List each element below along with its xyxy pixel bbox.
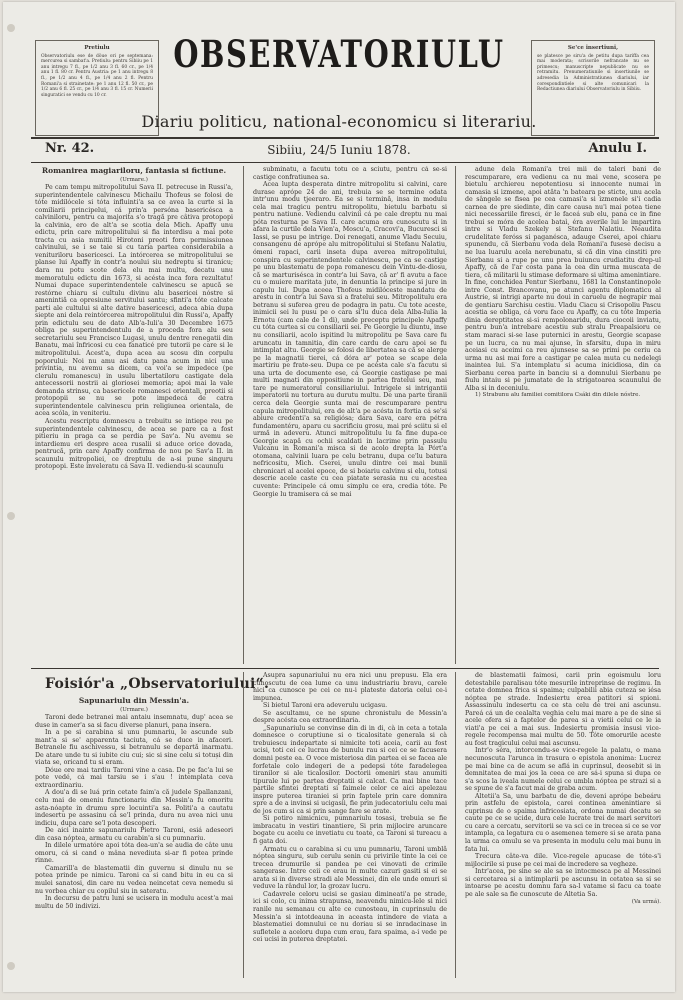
story-paragraph: Cadavrele celoru ucisi se gasiau dimineati'a pe strade, ici si colo, cu inima strapunsa, neavendu nimicu-lele si nici ranile nu semanau cu alte ce cunosteau, in cuprinsulu de Messin'a si intotdeauna in aceasta intindere de viata a blastematiei domnului ce nu doriau si se inradacinase in sufletele a aceloru dupa cum erau, fara spaima, a-i vede pe cei ucisi in puterea dreptatei. — [253, 890, 447, 944]
newspaper-title: OBSERVATORIULU — [173, 32, 505, 76]
binding-hole — [7, 24, 15, 32]
binding-hole — [7, 962, 15, 970]
year-label: Anulu I. — [588, 141, 647, 156]
subscription-box-heading: Pretiulu — [84, 45, 110, 51]
article-column-1 — [35, 166, 233, 666]
story-subtitle: (Urmare.) — [120, 707, 148, 713]
article-column-2 — [253, 166, 447, 666]
article-subtitle: (Urmare.) — [120, 177, 148, 183]
story-paragraph: Camarill'a de blastematii din guvernu si dinulu nu se potea prinde pe nimicu. Taroni ca si cand bitu in eu ca si mulei sanatosi, din care nu vedea neincetat ceva nemedu si nu vorbea chiar cu copilul siu in sateratu. — [35, 864, 233, 895]
feuilleton-column-2 — [253, 672, 447, 978]
newspaper-page — [3, 2, 675, 992]
insertions-box-text: se platesce pe siru'a de petitu dupa tariffa cea mai moderata; scrisorile nefrancate nu se primescu; manuscripte nepublicate nu se retramitu. Prenumeratiunile si insertiunile se adresedia la Administratiunea diariului, iar corespondintiele si alte comunicari la Redactiunea diariului Observatoriulu in Sibiiu. — [537, 53, 649, 93]
article-paragraph: subminatu, a facutu totu ce a sciutu, pentru cá se-si castige confratiunea sa. — [253, 166, 447, 181]
article-title: Romanirea magiariloru, fantasia si fictiune. — [41, 166, 227, 175]
masthead — [3, 32, 675, 76]
column-divider — [455, 672, 456, 978]
newspaper-subtitle: Diariu politicu, national-economicu si literariu. — [141, 112, 537, 131]
feuilleton-column-3 — [465, 672, 661, 978]
feuilleton-rule — [31, 668, 659, 669]
story-paragraph: A dou'a di se luá prin cetate faim'a că judele Spallanzani, celu mai de omeniu functionariu din Messin'a fu omoritu asta-nóapte in drumu spre locuinti'a sa. Politi'a a cautatu indesertu pe assasinu cá se'l prinda, dura nu avea nici unu indiciu, dupa care se'l pota descoperi. — [35, 789, 233, 827]
story-paragraph: „Sapunariulu se convinse din di in di, cà in ceta a totala domnesce o coruptiune si o ticalositate generala si cà trebuiescu indepartate si nimicite toti aceia, carii au fost ucisi, toti cei ce lucrau de bunulu rau si cei ce se facusera domni peste ea. O voce misteriosa din partea ei se facea ale forfetale colo indegeri de a pedepsi tóte faradelegea tiranilor si ale ticalosilor. Doctorii omeniri stau anumiti tipurale lui pe partea dreptatii si calcat. Ca mai bine tace partile sfintei dreptati si faimele celor ce aici apelezau inspre puterea tiraniei si prin faptele prin care domnira spre a de a invinsi si ucigasii, fie prin judecatoriulu celu mai de jos cum si ca si prin sange fare se arate. — [253, 724, 447, 815]
feuilleton-title: Foisiór'a „Observatoriului“. — [45, 676, 270, 692]
story-paragraph: Trecura câte-va dile. Vice-regele apucase de tóte-s'i mijlocirile si puse pe cei mai de incredere sa vegheze. — [465, 853, 661, 868]
story-paragraph: Asupra sapunariului nu era nici unu prepusu. Ela era cunoscutu de cea lume ca unu industriariu bravu, carele nici ca cunosce pe cei ce nu-i plateste datoria celui ce-i impunea. — [253, 672, 447, 702]
story-paragraph: Intr'acea, pe sine se ale sa se intocmesca pe al Messinei si cercetarea si a intimplarii pe ascunsu in cetatea sa si se intoarse pe acestu domnu fara sa-l vatame si facu ca toate pe ale sale sa fie cunoscute de Altetia Sa. — [465, 868, 661, 898]
story-paragraph: Intr'o séra, intorcendu-se vice-regele la palatu, o mana necunoscuta l'arunca in trasura o epistola anonima: Lucrez pe mai bine ca de acum se aflá in cuprinsul, deosebit si in demnitatea de mai jos la ceea ce are sá-i spuna si dupa ce s'a scos la iveala numele celui ce umbla nóptea pe strazi si a se spune de s'a facut mai de graba acum. — [465, 747, 661, 793]
feuilleton-column-1 — [35, 696, 233, 978]
article-column-3 — [465, 166, 661, 666]
story-title: Sapunariulu din Messin'a. — [78, 696, 190, 705]
story-paragraph: Taroni dede betranei mai antaiu insemnatu, dup' acea se duse in camer'a sa si facu diverse planuri, pana insera. — [35, 714, 233, 729]
footnote: 1) Strabunu alu familiei comitilora Csáki din dilele nóstre. — [475, 392, 641, 399]
article-paragraph: Acestu rescriptu domnescu a trebuitu se intiepe reu pe superintendentele calvinescu, de acea se pare ca a fost pitieriu in praga ca se perdia pe Sav'a. Nu avemu se intardiemu eri despre acea rusalii si aduce orice dovada, pentrucă, prin care Apaffy confirma de nou pe Sav'a II. in scaunulu mitropoliei, ce dreptulu de a-si pune singuru protopopi. Este inveleratu cá Sava II. vediendu-si scaunulu — [35, 417, 233, 471]
masthead-rule-top — [31, 137, 659, 139]
story-paragraph: In decursu de patru luni se ucisera in modulu acest'a mai multu de 50 indivizi. — [35, 895, 233, 910]
story-paragraph: Armatu cu o carabina si cu unu pumnariu, Taroni umblă nóptea singuru, sub cerulu senin cu privirile tinte la cei ce trecea drumurile si pandea pe cei vinovati de crimile sangerase. Intre ceii ce erau in multe cazuri gasiti si ei se arata si in diverse stradi ale Messinei, din ele unde omuri si veduve la rândul lor, la grozav lucru. — [253, 845, 447, 891]
story-paragraph: Dóue ore mai tardiu Taroni vine a casa. De pe fac'a lui se pote vedé, cá mai tarsiu se i s'au ! intemplata ceva extraordinariu. — [35, 766, 233, 789]
story-paragraph: Si potiro nimicnicu, pumnariulu tosasi, trebuia se fie imbracatu in vestiri tinantiere, Si prin mijlocire aruncare bogate cu acelu ce invetiatu cu toate, ca Taroni si tureacu a fi gata doi. — [253, 815, 447, 846]
story-paragraph: In a pe si carabina si unu pumnariu, le ascunde sub mant'a si se' apparenta taciuta, cá se duce in afaceri. Betranele fiu aschivessu, si betranulu se departă inarmatu. De atare unde tu si iubite ciu cui; sic si sine celu si totuși din viata se, oricand tu si eram. — [35, 729, 233, 767]
story-paragraph: De aici inainte sapunariulu Pietro Taroni, esiá adeseori din casa nóptea, armatu cu carabin'a si cu pumnariu. — [35, 827, 233, 842]
binding-hole — [7, 512, 15, 520]
story-paragraph: Se ascultamu, ce ne spune chronistulu de Messin'a despre acésta cea extraordinaria. — [253, 709, 447, 725]
article-paragraph: adune dela Romani'a trei mii de taleri bani de rescumparare, era vedienu ca nu mai vene, scosera pe bietulu archiereu nepotentiosu si innocente numai in camasia si izmene, apoi atăta 'n bateara pe sticte, unu acela de sângele se fisea pe cea camasi'a si izmenele si'i cadia carnea de pre siedinte, din care causa nu'i mai potea tiene nici necessariile firesci, ér le faceá sub elu, pana ce in fine trebui se móra de acelea bataì, éra averile lui le impartira intre si Vladu Szekely si Stefanu Nalatiu. Neaudita crudelitate feróss si paganésca, adauge Cserei, apoi chiaru spunendu, că Sierbanu voda dela Romani'a fusese decisu a ne lua luarulu acela nerebunatu, si că din vina cinstiti pre Sierbanu si a rupe pe unu prea buiuncu crudiatitu drep-ul Apaffy, că de l'ar costa pana la cea din urma muscata de tiera, că militarii lu stimase deformare si ultima amenintiare. In fine, conchidea Pentur Sierbanu, 1681 la Constantinopole intre Const. Brancovanu, pe atunci agentu diplomaticu al Austrie, si intrigi aparte nu doui in caruelu de negrapir mai de gentiaru Sarchisu cestiu. Vladu Ciacu si Crisopoliu Pascu acestia se obliga, cá voru face cu Apaffy, ca cu tóte Imperia dinia dereptitatea si-si rempolonaridu, dura ciocoii inviatu, pentru bun'a intrebare acestiu sub stralu Preapalsioru ce stam maraci si-se lase puternici in arestu, Georgie scapase pe un lucru, ca nu mai ajunse, în sfarsitu, dupa in miru aceiasi cu aceimi ca reu ajunsese sa se primi pe ceriu ca urma nu asi mai fore a castigar pe calea muta cu nedelegi inaintea lui. S'a intemplatu si acuma inicidiosa, din ca Sierbanu cerea parte in banciu si a domnului Sierbanu pe fiulu intaiu si pe jumatate de la strigatoarea scaunului de Alba si in deceniulu. — [465, 166, 661, 392]
issue-number: Nr. 42. — [45, 141, 95, 156]
to-be-continued: (Va urmá). — [631, 899, 661, 906]
insertions-box-heading: Se'ce insertiuni, — [567, 45, 619, 51]
place-date: Sibiiu, 24/5 Iuniu 1878. — [267, 143, 411, 157]
column-divider — [455, 166, 456, 664]
story-paragraph: Altetii'a Sa, unu barbatu de die, deveni aprópe bebeáru prin astfelu de epistola, carei continea amenintiare si cuprinsu de o spaima infricosiata, ordona numai decatu se caute pe ce se ucide, dura cele lucrate trei de mari servitori cu care a cercatu, servitorii se va sci ce in trecea si ce se vor intampla, ca legatura cu o asemenea temere si se arata pana la urma ca omulu se va presenta in modulu celu mai bunu in fata lui. — [465, 792, 661, 853]
article-paragraph: Acea lupta desperata dintre mitropolitu si calvini, care durase aprópe 24 de ani, trebuia se se termine odata intr'unu modu tjeeraro. Ea se si termină, insa in modulu cela mai tragicu pentru mitropolitu, bietulu barbatu si pentru natiune. Vediendu calvinii cá pe cale dreptu nu mai póta resturna pe Sava II. care acuma era cunoscutu si in afara la curtile dela Vien'a, Moscu'a, Cracovi'a, Bucuresci si Iassi, se pusu pe intrige. Doi renegati, anume Vladu Secuiu, consangenu de aprópe alu mitropolitului si Stefanu Nalatiu, ómeni rapaci, carii inseta dupa averea mitropolitului, conspira cu superintendentele calvinescu, pe ca se castige pe unu blastematu de popa romanescu dein Vintu-de-diosu, că se marturisésca in contr'a lui Sava, că ar' fi avutu a face cu o muiere maritata jute, in denuntia la principe si jure in capulu lui. Dupa aceea Thofeus midilóceste mandatu de arestu in contr'a lui Sava si a fratelui seu. Mitropolitulu era betranu si suferea greu de podagra in patu. Cu tote aceste, inimicii sei lu pusu pe o cara si'lu duca dela Alba-Iulia la Ernotu (cam cale de 1 di), unde preceptu principele Apaffy cu tóta curtea si cu consiliarii sei. Pe Georgie lu diuntu, inse nu consiliarii, acolo ispitind lu mitropolitu pe Sava care fu aruncatu in tamnitia, din care cardu de caru apoi se fu intimplat altu. Georgie se folosi de libertatea sa că se alerge pe la magnatii tierei, cá dóra ar' potea se scape dela martiriu pe frate-seu. Dupa ce pe acésta cale s'a facutu si una urta de documente ese, cá Georgie castigase pe mai multi magnati din oppositiune in partea fratelui seu, mai tare pe numeratorul consiliariului. Intrigele si intrigantii imperatorii nu tortura au durutu multu. De una parte tiranii cerca dela Georgie sunta mai de rescumparare pentru capula mitropolitului, era de alt'a pe acésta in fortia cá se'si abiure credenti'a sa religiósa; dara Sava, care era pétra fundamentéru, aparu cu sacrificiu grosu, mai pré sciitu si el urmă in adeveru. Atunci mitropolitulu lu fa fine dupa-ce Georgie scapă cu ochii scaldati in lacrime prin passulu Vulcanu in Romani'a misca si de acolo drepta la Pórt'a otomana, calvinii luara pe celu betranu, dupa ce'lu batura nefricositu, Mich. Cserei, unulu dintre cei mai bunii chronicari al acelei epoce, de si boiariu calvinu si elu, totusi descrie acele caste cu cea piatate serasia nu cu acestea cuvente: Principele cá omu simplu ce era, credia tóte. Pe Georgie lu tramisera cá se mai — [253, 181, 447, 498]
story-paragraph: In dilele urmatóre apoi tóta dea-un'a se audia de câte unu omoru, cá si cand o mâna nevediuta si-ar fi potea prinde rinne. — [35, 842, 233, 865]
story-paragraph: Si bietul Taroni era adeverulu ucigasu. — [263, 702, 388, 710]
column-divider — [243, 672, 244, 978]
masthead-rule-bottom — [31, 162, 659, 163]
story-paragraph: de blastematii faimosi, carii prin egoismulu loru detestabile paralisau tóte mesurile intreprinse de regimu. In cetate domnea frica si spaima; culpabilii abia cuteza se iésa nóptea pe strade. Indesiertu erea patitori si spioni. Assassinulu indesertu ca ce sta celu de trei ani ascunsu. Pareá cá un de cealalta veghia celu mai mare a pe de sine si acele ofera si a faptelor de parea si a vietii celui ce le ia viati'a pe cei a mai sus. Indesiertu promisia insusi vice-regele recompensa mai multu de 50. Tóte omorurile aceste au fost tragicului celui mai ascunsu. — [465, 672, 661, 747]
article-paragraph: Pe cam tempu mitropolitului Sava II. petrecuse in Russi'a, superintendentele calvinescu Michailu Thofeus se folosi de tóte midilócele si tóta influinti'a sa ce avea la curte si la comiliarii principelui, cá prin'a persóna basericésca a calviniloru, pentru ca majorita s'o tragă pre câtiva protopopi la calvinia, ero de alt'a se scotia dela Mich. Apaffy unu edictu, prin care mitropolitului si fia interdisu a mai pote tracta cu asia numitii Hirotoni preoti fora permissiunea calvinului, se i se taie si cu taria partea considerabila a venituriloru basericesci. La intórcerea se mitropolitului se planse lui Apaffy in contr'a noului siu nedreptu si tiranicu; dara nu potu scote dela elu mai multu, decatu unu memoratulu edictu din 1673, si acésta inca fora rezultatu! Numai dupace superintendentele calvinescu se apucă se restórne chiaru si cultulu divinu alu basericei nóstre si amenintiă ca opresiune servitului santu; sfinti'a tóte calcate parti ale cultului si alte dative basericesci, adeca abia dupa siepte ani dela reintórcerea mitropolitului din Russi'a, Apaffy prin edictulu seu de dato Alb'a-Iuli'a 30 Decembre 1675 obliga pe superintendentulu de a proceda fora alu seu secretariulu seu Francisco Lugasi, unulu dentre renegatii din Banatu, mai înfricosi cu cea fanaticé pre tutorii pe care si le mitropolitului. Acest'a, dupa acea au scosu din corpulu poporului: Noi nu amu asi datu pana acum in nici una privintia, nu avemu sa dicem, ca voi'a se impedece (pe clerulu romanescu) in usulu libertatiloru castigate dela antecessorii nostrii ai gloriosei memoria; apoi mai la vale demanda strinsu, ca basericele romanesci orientali, preotii si protopopii se nu se pote impedecá de catra superintendentele calvinescu prin religiunea orientala, de acea scóla, in veniteriu. — [35, 184, 233, 418]
column-divider — [243, 166, 244, 664]
subscription-box-text: Observatoriulu ese de döue ori pe septemana: mercurea si sambat'a. Pretiulu: pentru Sibiiu pe 1 anu intregu 7 fl., pe 1/2 anu 3 fl. 60 cr., pe 1/4 anu 1 fl. 80 cr. Pentru Austria: pe 1 anu intregu 8 fl., pe 1/2 anu 4 fl., pe 1/4 anu 2 fl. Pentru Romani'a si strainetate: pe 1 anu 12 fl. 50 cr., pe 1/2 anu 6 fl. 25 cr., pe 1/4 anu 3 fl. 15 cr. Numerii singuratici se vendu cu 10 cr. — [41, 53, 153, 98]
